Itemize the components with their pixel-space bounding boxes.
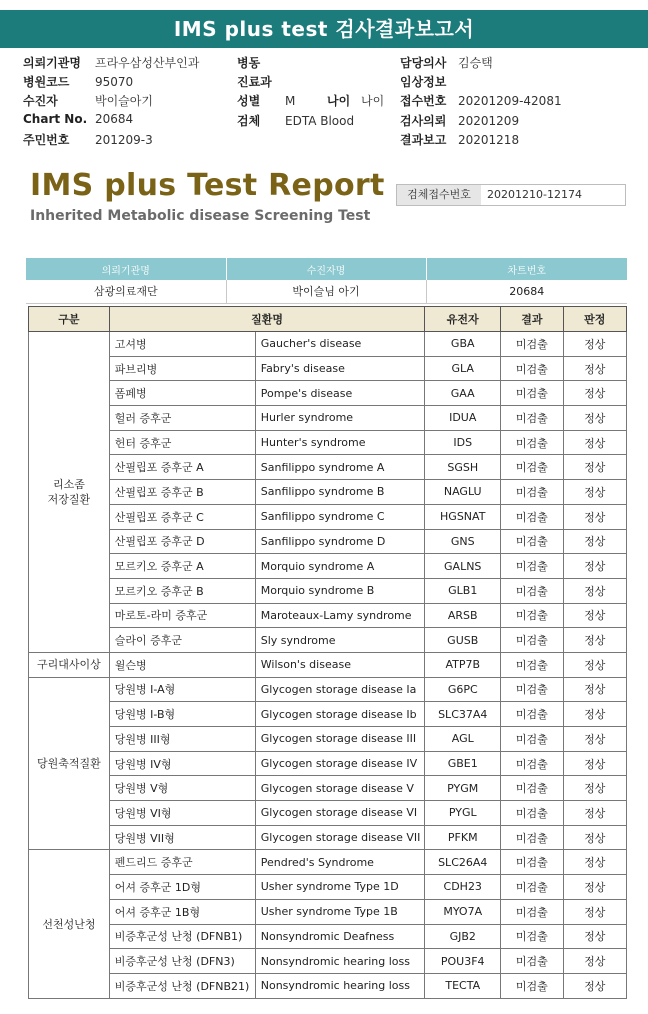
age-label: 나이 bbox=[327, 94, 351, 108]
judgement-cell: 정상 bbox=[563, 504, 626, 529]
disease-korean: 당원병 I-B형 bbox=[109, 702, 255, 727]
disease-korean: 비증후군성 난청 (DFNB21) bbox=[109, 973, 255, 998]
disease-english: Morquio syndrome B bbox=[255, 578, 425, 603]
disease-english: Sly syndrome bbox=[255, 628, 425, 653]
result-cell: 미검출 bbox=[501, 480, 564, 505]
disease-english: Pendred's Syndrome bbox=[255, 850, 425, 875]
header-result: 결과 bbox=[501, 307, 564, 332]
disease-english: Glycogen storage disease VI bbox=[255, 801, 425, 826]
table-row bbox=[29, 554, 627, 579]
result-cell: 미검출 bbox=[501, 801, 564, 826]
result-cell: 미검출 bbox=[501, 628, 564, 653]
result-cell: 미검출 bbox=[501, 455, 564, 480]
client-table bbox=[26, 258, 627, 304]
category-cell: 당원축적질환 bbox=[29, 677, 110, 850]
disease-korean: 헐러 증후군 bbox=[109, 406, 255, 431]
disease-korean: 비증후군성 난청 (DFN3) bbox=[109, 949, 255, 974]
disease-korean: 당원병 I-A형 bbox=[109, 677, 255, 702]
judgement-cell: 정상 bbox=[563, 603, 626, 628]
result-cell: 미검출 bbox=[501, 924, 564, 949]
receipt-value: 20201209-42081 bbox=[458, 94, 562, 108]
header-category: 구분 bbox=[29, 307, 110, 332]
gene-cell: GBA bbox=[425, 332, 501, 357]
gene-cell: GJB2 bbox=[425, 924, 501, 949]
judgement-cell: 정상 bbox=[563, 850, 626, 875]
table-row bbox=[29, 356, 627, 381]
gene-cell: HGSNAT bbox=[425, 504, 501, 529]
disease-english: Maroteaux-Lamy syndrome bbox=[255, 603, 425, 628]
disease-korean: 산필립포 증후군 A bbox=[109, 455, 255, 480]
results-body bbox=[29, 332, 627, 999]
table-row bbox=[29, 455, 627, 480]
receipt-row bbox=[400, 92, 562, 109]
department-row bbox=[237, 73, 285, 90]
disease-korean: 산필립포 증후군 C bbox=[109, 504, 255, 529]
category-cell: 구리대사이상 bbox=[29, 652, 110, 677]
disease-korean: 모르키오 증후군 B bbox=[109, 578, 255, 603]
disease-korean: 모르키오 증후군 A bbox=[109, 554, 255, 579]
gene-cell: ATP7B bbox=[425, 652, 501, 677]
table-row bbox=[29, 949, 627, 974]
resident-label: 주민번호 bbox=[23, 133, 70, 147]
gene-cell: TECTA bbox=[425, 973, 501, 998]
table-row bbox=[29, 480, 627, 505]
judgement-cell: 정상 bbox=[563, 727, 626, 752]
specimen-number-value: 20201210-12174 bbox=[487, 188, 582, 201]
table-row bbox=[29, 973, 627, 998]
sex-value: M bbox=[285, 94, 296, 108]
disease-korean: 마로토-라미 증후군 bbox=[109, 603, 255, 628]
disease-english: Fabry's disease bbox=[255, 356, 425, 381]
department-label: 진료과 bbox=[237, 75, 272, 89]
sex-row bbox=[237, 92, 384, 109]
institution-label: 의뢰기관명 bbox=[23, 56, 81, 70]
gene-cell: IDUA bbox=[425, 406, 501, 431]
result-cell: 미검출 bbox=[501, 949, 564, 974]
disease-english: Usher syndrome Type 1B bbox=[255, 899, 425, 924]
judgement-cell: 정상 bbox=[563, 652, 626, 677]
result-cell: 미검출 bbox=[501, 332, 564, 357]
specimen-number-label: 검체접수번호 bbox=[397, 185, 481, 205]
disease-english: Glycogen storage disease Ia bbox=[255, 677, 425, 702]
judgement-cell: 정상 bbox=[563, 949, 626, 974]
institution-row bbox=[23, 54, 199, 71]
doctor-row bbox=[400, 54, 493, 71]
gene-cell: CDH23 bbox=[425, 875, 501, 900]
gene-cell: GNS bbox=[425, 529, 501, 554]
result-cell: 미검출 bbox=[501, 554, 564, 579]
gene-cell: GALNS bbox=[425, 554, 501, 579]
result-cell: 미검출 bbox=[501, 751, 564, 776]
result-cell: 미검출 bbox=[501, 603, 564, 628]
table-row bbox=[29, 652, 627, 677]
judgement-cell: 정상 bbox=[563, 875, 626, 900]
patient-value: 박이슬아기 bbox=[95, 94, 153, 108]
disease-korean: 고셔병 bbox=[109, 332, 255, 357]
disease-korean: 헌터 증후군 bbox=[109, 430, 255, 455]
judgement-cell: 정상 bbox=[563, 825, 626, 850]
disease-korean: 비증후군성 난청 (DFNB1) bbox=[109, 924, 255, 949]
header-gene: 유전자 bbox=[425, 307, 501, 332]
result-cell: 미검출 bbox=[501, 875, 564, 900]
judgement-cell: 정상 bbox=[563, 801, 626, 826]
gene-cell: MYO7A bbox=[425, 899, 501, 924]
clinical-row bbox=[400, 73, 458, 90]
hospital-code-label: 병원코드 bbox=[23, 75, 70, 89]
judgement-cell: 정상 bbox=[563, 455, 626, 480]
table-row bbox=[29, 504, 627, 529]
disease-english: Glycogen storage disease Ib bbox=[255, 702, 425, 727]
gene-cell: PYGM bbox=[425, 776, 501, 801]
disease-english: Nonsyndromic Deafness bbox=[255, 924, 425, 949]
report-date-row bbox=[400, 131, 519, 148]
judgement-cell: 정상 bbox=[563, 751, 626, 776]
resident-value: 201209-3 bbox=[95, 133, 153, 147]
disease-english: Sanfilippo syndrome A bbox=[255, 455, 425, 480]
gene-cell: GUSB bbox=[425, 628, 501, 653]
disease-english: Gaucher's disease bbox=[255, 332, 425, 357]
chart-label: Chart No. bbox=[23, 112, 88, 126]
chart-row bbox=[23, 112, 133, 126]
table-row bbox=[29, 776, 627, 801]
doctor-label: 담당의사 bbox=[400, 56, 447, 70]
table-row bbox=[29, 529, 627, 554]
patient-label: 수진자 bbox=[23, 94, 58, 108]
gene-cell: ARSB bbox=[425, 603, 501, 628]
gene-cell: G6PC bbox=[425, 677, 501, 702]
table-row bbox=[29, 924, 627, 949]
disease-korean: 슬라이 증후군 bbox=[109, 628, 255, 653]
disease-english: Wilson's disease bbox=[255, 652, 425, 677]
table-row bbox=[29, 332, 627, 357]
report-subtitle: Inherited Metabolic disease Screening Test bbox=[30, 208, 371, 224]
table-row bbox=[29, 899, 627, 924]
judgement-cell: 정상 bbox=[563, 899, 626, 924]
category-cell: 리소좀 저장질환 bbox=[29, 332, 110, 653]
judgement-cell: 정상 bbox=[563, 578, 626, 603]
judgement-cell: 정상 bbox=[563, 356, 626, 381]
result-cell: 미검출 bbox=[501, 702, 564, 727]
gene-cell: IDS bbox=[425, 430, 501, 455]
disease-korean: 파브리병 bbox=[109, 356, 255, 381]
specimen-number-box bbox=[396, 184, 626, 206]
client-header-institution: 의뢰기관명 bbox=[26, 258, 226, 280]
institution-value: 프라우삼성산부인과 bbox=[95, 56, 200, 70]
disease-english: Nonsyndromic hearing loss bbox=[255, 973, 425, 998]
disease-korean: 어셔 증후군 1D형 bbox=[109, 875, 255, 900]
request-label: 검사의뢰 bbox=[400, 114, 447, 128]
judgement-cell: 정상 bbox=[563, 702, 626, 727]
table-row bbox=[29, 801, 627, 826]
table-row bbox=[29, 430, 627, 455]
clinical-label: 임상정보 bbox=[400, 75, 447, 89]
disease-english: Nonsyndromic hearing loss bbox=[255, 949, 425, 974]
judgement-cell: 정상 bbox=[563, 776, 626, 801]
disease-english: Sanfilippo syndrome B bbox=[255, 480, 425, 505]
table-row bbox=[29, 677, 627, 702]
result-cell: 미검출 bbox=[501, 578, 564, 603]
disease-english: Usher syndrome Type 1D bbox=[255, 875, 425, 900]
gene-cell: GBE1 bbox=[425, 751, 501, 776]
judgement-cell: 정상 bbox=[563, 924, 626, 949]
disease-english: Pompe's disease bbox=[255, 381, 425, 406]
gene-cell: POU3F4 bbox=[425, 949, 501, 974]
judgement-cell: 정상 bbox=[563, 430, 626, 455]
result-cell: 미검출 bbox=[501, 356, 564, 381]
disease-korean: 당원병 III형 bbox=[109, 727, 255, 752]
chart-value: 20684 bbox=[95, 112, 134, 126]
client-patient: 박이슬님 아기 bbox=[226, 280, 426, 303]
request-row bbox=[400, 112, 519, 129]
specimen-row bbox=[237, 112, 354, 129]
table-row bbox=[29, 381, 627, 406]
specimen-label: 검체 bbox=[237, 114, 261, 128]
specimen-value: EDTA Blood bbox=[285, 114, 355, 128]
gene-cell: AGL bbox=[425, 727, 501, 752]
hospital-code-value: 95070 bbox=[95, 75, 134, 89]
table-row bbox=[29, 850, 627, 875]
category-cell: 선천성난청 bbox=[29, 850, 110, 998]
judgement-cell: 정상 bbox=[563, 973, 626, 998]
result-cell: 미검출 bbox=[501, 529, 564, 554]
client-chart: 20684 bbox=[426, 280, 627, 303]
gene-cell: GLA bbox=[425, 356, 501, 381]
table-row bbox=[29, 603, 627, 628]
disease-korean: 폼페병 bbox=[109, 381, 255, 406]
gene-cell: PFKM bbox=[425, 825, 501, 850]
disease-english: Hurler syndrome bbox=[255, 406, 425, 431]
disease-korean: 당원병 V형 bbox=[109, 776, 255, 801]
judgement-cell: 정상 bbox=[563, 529, 626, 554]
disease-korean: 당원병 IV형 bbox=[109, 751, 255, 776]
table-row bbox=[29, 875, 627, 900]
ward-label: 병동 bbox=[237, 56, 261, 70]
gene-cell: SGSH bbox=[425, 455, 501, 480]
judgement-cell: 정상 bbox=[563, 381, 626, 406]
disease-korean: 당원병 VII형 bbox=[109, 825, 255, 850]
report-banner: IMS plus test 검사결과보고서 bbox=[0, 10, 648, 48]
result-cell: 미검출 bbox=[501, 727, 564, 752]
disease-english: Glycogen storage disease VII bbox=[255, 825, 425, 850]
sex-label: 성별 bbox=[237, 94, 261, 108]
results-table bbox=[28, 306, 627, 999]
resident-row bbox=[23, 131, 153, 148]
table-row bbox=[29, 578, 627, 603]
report-date-label: 결과보고 bbox=[400, 133, 447, 147]
client-institution: 삼광의료재단 bbox=[26, 280, 226, 303]
disease-english: Glycogen storage disease III bbox=[255, 727, 425, 752]
disease-english: Glycogen storage disease V bbox=[255, 776, 425, 801]
result-cell: 미검출 bbox=[501, 677, 564, 702]
result-cell: 미검출 bbox=[501, 825, 564, 850]
judgement-cell: 정상 bbox=[563, 480, 626, 505]
table-row bbox=[29, 751, 627, 776]
table-row bbox=[29, 628, 627, 653]
disease-korean: 윌슨병 bbox=[109, 652, 255, 677]
header-judgement: 판정 bbox=[563, 307, 626, 332]
report-date-value: 20201218 bbox=[458, 133, 520, 147]
age-value: 나이 bbox=[361, 94, 385, 108]
client-header-chart: 차트번호 bbox=[426, 258, 627, 280]
judgement-cell: 정상 bbox=[563, 332, 626, 357]
result-cell: 미검출 bbox=[501, 652, 564, 677]
disease-korean: 펜드리드 증후군 bbox=[109, 850, 255, 875]
ward-row bbox=[237, 54, 285, 71]
receipt-label: 접수번호 bbox=[400, 94, 447, 108]
table-row bbox=[29, 727, 627, 752]
disease-english: Hunter's syndrome bbox=[255, 430, 425, 455]
judgement-cell: 정상 bbox=[563, 554, 626, 579]
report-title: IMS plus Test Report bbox=[30, 168, 385, 203]
gene-cell: GAA bbox=[425, 381, 501, 406]
disease-korean: 당원병 VI형 bbox=[109, 801, 255, 826]
disease-korean: 산필립포 증후군 D bbox=[109, 529, 255, 554]
gene-cell: NAGLU bbox=[425, 480, 501, 505]
judgement-cell: 정상 bbox=[563, 406, 626, 431]
result-cell: 미검출 bbox=[501, 776, 564, 801]
judgement-cell: 정상 bbox=[563, 628, 626, 653]
disease-korean: 어셔 증후군 1B형 bbox=[109, 899, 255, 924]
doctor-value: 김승택 bbox=[458, 56, 493, 70]
patient-row bbox=[23, 92, 153, 109]
result-cell: 미검출 bbox=[501, 973, 564, 998]
disease-english: Sanfilippo syndrome C bbox=[255, 504, 425, 529]
disease-english: Morquio syndrome A bbox=[255, 554, 425, 579]
table-row bbox=[29, 825, 627, 850]
result-cell: 미검출 bbox=[501, 850, 564, 875]
request-value: 20201209 bbox=[458, 114, 520, 128]
result-cell: 미검출 bbox=[501, 406, 564, 431]
gene-cell: SLC37A4 bbox=[425, 702, 501, 727]
result-cell: 미검출 bbox=[501, 381, 564, 406]
gene-cell: GLB1 bbox=[425, 578, 501, 603]
disease-english: Glycogen storage disease IV bbox=[255, 751, 425, 776]
result-cell: 미검출 bbox=[501, 430, 564, 455]
table-row bbox=[29, 406, 627, 431]
gene-cell: PYGL bbox=[425, 801, 501, 826]
judgement-cell: 정상 bbox=[563, 677, 626, 702]
disease-korean: 산필립포 증후군 B bbox=[109, 480, 255, 505]
disease-english: Sanfilippo syndrome D bbox=[255, 529, 425, 554]
client-header-patient: 수진자명 bbox=[226, 258, 426, 280]
header-disease: 질환명 bbox=[109, 307, 425, 332]
result-cell: 미검출 bbox=[501, 899, 564, 924]
hospital-code-row bbox=[23, 73, 133, 90]
gene-cell: SLC26A4 bbox=[425, 850, 501, 875]
result-cell: 미검출 bbox=[501, 504, 564, 529]
table-row bbox=[29, 702, 627, 727]
